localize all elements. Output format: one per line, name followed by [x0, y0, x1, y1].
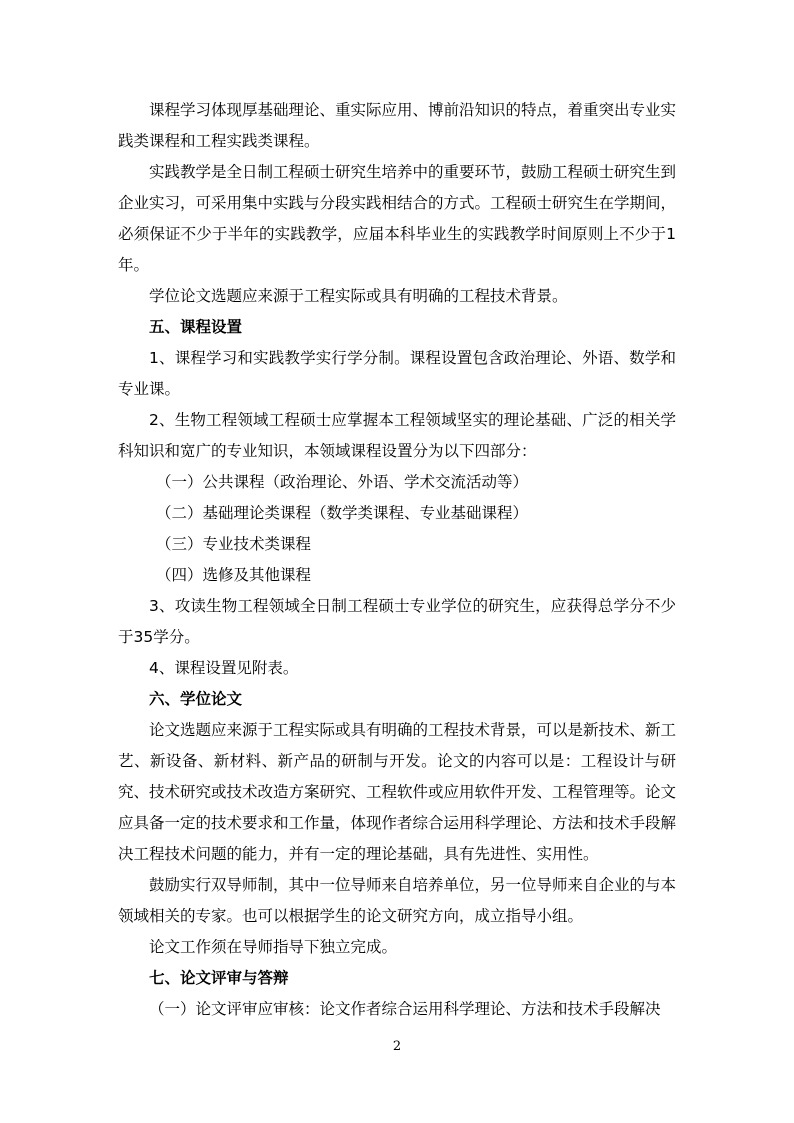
- paragraph-credit-system: 1、课程学习和实践教学实行学分制。课程设置包含政治理论、外语、数学和专业课。: [118, 349, 676, 398]
- list-item-professional-courses: （三）专业技术类课程: [156, 535, 312, 553]
- list-item-basic-theory-courses: （二）基础理论类课程（数学类课程、专业基础课程）: [156, 504, 529, 522]
- paragraph-course-learning: 课程学习体现厚基础理论、重实际应用、博前沿知识的特点，着重突出专业实践类课程和工程实践类课程。: [118, 101, 677, 150]
- list-item-elective-courses: （四）选修及其他课程: [156, 566, 312, 584]
- paragraph-dual-supervisor: 鼓励实行双导师制，其中一位导师来自培养单位，另一位导师来自企业的与本领域相关的专家。也可以根据学生的论文研究方向，成立指导小组。: [118, 876, 677, 925]
- paragraph-course-appendix: 4、课程设置见附表。: [149, 659, 299, 677]
- paragraph-review-criteria: （一）论文评审应审核：论文作者综合运用科学理论、方法和技术手段解决: [149, 1000, 661, 1018]
- section-heading-course-setting: 五、课程设置: [149, 318, 243, 336]
- paragraph-course-parts: 2、生物工程领域工程硕士应掌握本工程领域坚实的理论基础、广泛的相关学科知识和宽广的专业知识，本领域课程设置分为以下四部分：: [118, 411, 676, 460]
- paragraph-total-credits: 3、攻读生物工程领域全日制工程硕士专业学位的研究生，应获得总学分不少于35学分。: [118, 597, 676, 646]
- list-item-public-courses: （一）公共课程（政治理论、外语、学术交流活动等）: [156, 473, 529, 491]
- section-heading-review-defense: 七、论文评审与答辩: [149, 969, 289, 987]
- page-number: 2: [392, 1039, 402, 1054]
- paragraph-thesis-content: 论文选题应来源于工程实际或具有明确的工程技术背景，可以是新技术、新工艺、新设备、新材料、新产品的研制与开发。论文的内容可以是：工程设计与研究、技术研究或技术改造方案研究、工程软件或应用软件开发、工程管理等。论文应具备一定的技术要求和工作量，体现作者综合运用科学理论、方法和技术手段解决工程技术问题的能力，并有一定的理论基础，具有先进性、实用性。: [118, 721, 677, 863]
- paragraph-thesis-topic: 学位论文选题应来源于工程实际或具有明确的工程技术背景。: [149, 287, 568, 305]
- document-body: [118, 95, 676, 1025]
- paragraph-independent-work: 论文工作须在导师指导下独立完成。: [149, 938, 398, 956]
- section-heading-thesis: 六、学位论文: [149, 690, 243, 708]
- paragraph-practice-teaching: 实践教学是全日制工程硕士研究生培养中的重要环节，鼓励工程硕士研究生到企业实习，可采用集中实践与分段实践相结合的方式。工程硕士研究生在学期间，必须保证不少于半年的实践教学，应届本科毕业生的实践教学时间原则上不少于1年。: [118, 163, 677, 274]
